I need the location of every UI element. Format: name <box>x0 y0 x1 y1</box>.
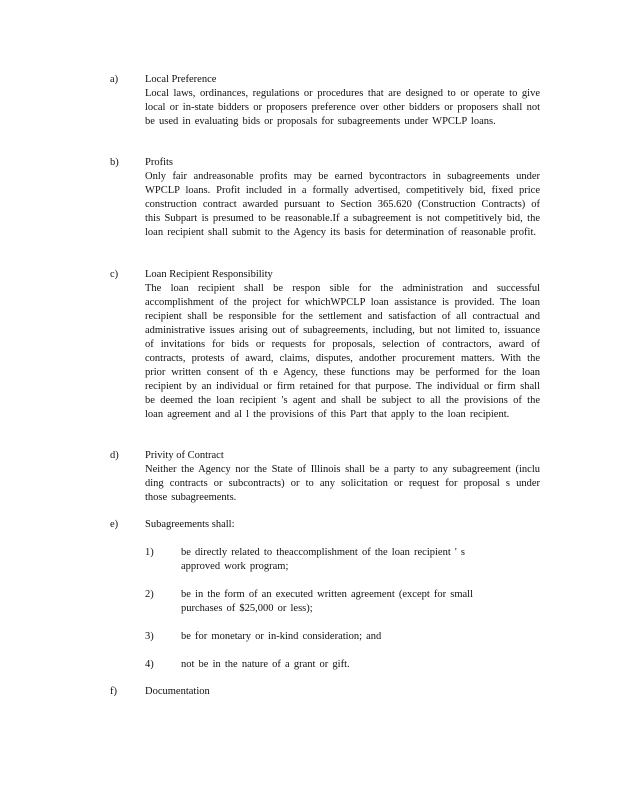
list-item-number: 4) <box>145 659 154 670</box>
section-marker: f) <box>110 686 117 697</box>
section-marker: a) <box>110 74 119 85</box>
section-content <box>145 268 540 422</box>
list-item-number: 1) <box>145 547 154 558</box>
section-heading: Subagreements shall: <box>145 519 235 530</box>
list-item-number: 2) <box>145 589 154 600</box>
section-marker: e) <box>110 519 119 530</box>
section-heading: Local Preference <box>145 74 217 85</box>
section-content <box>145 449 540 505</box>
section-marker: b) <box>110 157 119 168</box>
section-content <box>145 156 540 240</box>
section-body: Only fair andreasonable profits may be earned bycontractors in subagreements under WPCLP loans. Profit included in a formally advertised, competitively bid, fixed price construction contract awarded pursuant to Section 365.620 (Construction Contracts) of this Subpart is presumed to be reasonable.If a subagreement is not competitively bid, the loan recipient shall submit to the Agency its basis for determination of reasonable profit. <box>145 171 540 238</box>
list-item-text: be for monetary or in-kind consideration; and <box>181 631 382 642</box>
section-body: Local laws, ordinances, regulations or procedures that are designed to or operate to give local or in-state bidders or proposers preference over other bidders or proposers shall not be used in evaluating bids or proposals for subagreements under WPCLP loans. <box>145 88 540 127</box>
list-item-text: be directly related to theaccomplishment of the loan recipient ' s approved work program; <box>181 547 465 572</box>
section-heading: Loan Recipient Responsibility <box>145 269 273 280</box>
list-item-text: not be in the nature of a grant or gift. <box>181 659 350 670</box>
section-heading: Documentation <box>145 686 210 697</box>
section-content <box>145 685 540 699</box>
list-item-text: be in the form of an executed written agreement (except for small purchases of $25,000 or less); <box>181 589 474 614</box>
section-marker: c) <box>110 269 119 280</box>
section-body: The loan recipient shall be respon sible for the administration and successful accomplishment of the project for whichWPCLP loan assistance is provided. The loan recipient shall be responsible for the settlement and satisfaction of all contractual and administrative issues arising out of subagreements, including, but not limited to, issuance of invitations for bids or requests for proposals, selection of contractors, award of contracts, protests of award, claims, disputes, andother procurement matters. With the prior written consent of th e Agency, these functions may be performed for the loan recipient by an individual or firm retained for that purpose. The individual or firm shall be deemed the loan recipient 's agent and shall be subject to all the provisions of the loan agreement and al l the provisions of this Part that apply to the loan recipient. <box>145 283 540 420</box>
list-item-number: 3) <box>145 631 154 642</box>
section-marker: d) <box>110 450 119 461</box>
section-heading: Privity of Contract <box>145 450 224 461</box>
section-content <box>145 73 540 129</box>
section-content <box>145 518 540 532</box>
section-body: Neither the Agency nor the State of Illinois shall be a party to any subagreement (inclu ding contracts or subcontracts) or to any solicitation or request for proposal s under those subagreements. <box>145 464 540 503</box>
section-heading: Profits <box>145 157 174 168</box>
